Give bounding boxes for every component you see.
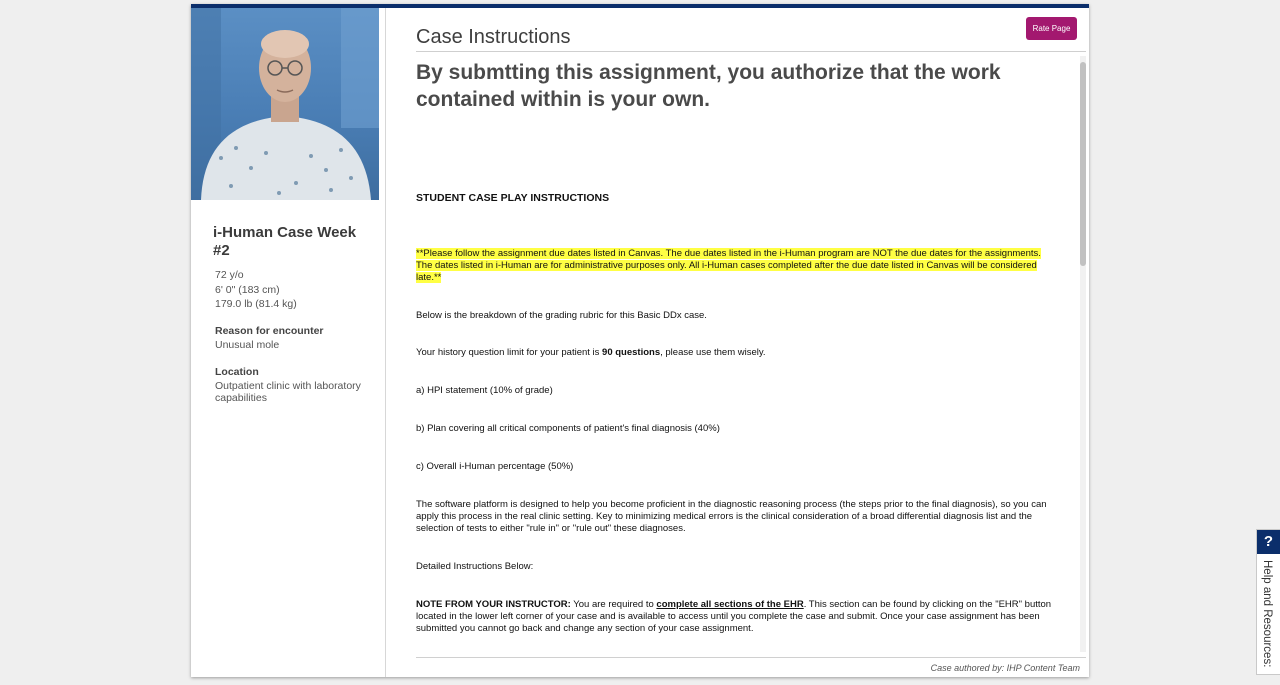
authorization-heading: By submtting this assignment, you authorize that the work contained within is your own. bbox=[416, 61, 1001, 111]
detailed-instructions-label: Detailed Instructions Below: bbox=[416, 561, 534, 572]
question-limit bbox=[416, 347, 1056, 359]
note-pre: You are required to bbox=[570, 599, 657, 610]
note-label: NOTE FROM YOUR INSTRUCTOR: bbox=[416, 599, 571, 610]
instructions-content bbox=[416, 52, 1056, 635]
reason-label: Reason for encounter bbox=[215, 325, 324, 337]
case-title: i-Human Case Week #2 bbox=[213, 224, 357, 259]
limit-count: 90 questions bbox=[602, 347, 661, 358]
page-title: Case Instructions bbox=[416, 26, 571, 48]
limit-suffix: , please use them wisely. bbox=[660, 347, 766, 358]
patient-sidebar bbox=[191, 8, 386, 677]
main-panel bbox=[416, 8, 1076, 677]
patient-height: 6' 0" (183 cm) bbox=[215, 283, 280, 296]
help-resources-tab[interactable] bbox=[1256, 529, 1280, 675]
patient-age: 72 y/o bbox=[215, 269, 244, 281]
rubric-item-a: a) HPI statement (10% of grade) bbox=[416, 385, 553, 396]
location-label: Location bbox=[215, 366, 259, 378]
location-value: Outpatient clinic with laboratory capabilities bbox=[215, 380, 361, 404]
instructions-scroll-area[interactable] bbox=[416, 52, 1076, 652]
patient-avatar bbox=[191, 8, 379, 200]
patient-weight: 179.0 lb (81.4 kg) bbox=[215, 298, 297, 310]
scrollbar-thumb[interactable] bbox=[1080, 62, 1086, 266]
content-scrollbar[interactable] bbox=[1080, 56, 1086, 652]
due-date-highlight: **Please follow the assignment due dates listed in Canvas. The due dates listed in the i-Human program are NOT the due dates for the assignments. The dates listed in i-Human are for administrative purposes only. All i-Human cases completed after the due date listed in Canvas will be considered late.** bbox=[416, 248, 1041, 283]
case-window bbox=[191, 4, 1089, 677]
limit-prefix: Your history question limit for your patient is bbox=[416, 347, 603, 358]
help-question-icon[interactable]: ? bbox=[1257, 530, 1280, 554]
ehr-sections-emphasis: complete all sections of the EHR bbox=[656, 599, 804, 610]
rate-page-button[interactable]: Rate Page bbox=[1026, 17, 1077, 40]
help-resources-label[interactable]: Help and Resources: bbox=[1261, 560, 1273, 668]
rubric-item-c: c) Overall i-Human percentage (50%) bbox=[416, 461, 574, 472]
footer-divider bbox=[416, 657, 1086, 658]
note-post: . This section can be found by clicking on the "EHR" button located in the lower left corner of your case and is available to access until you complete the case and submit. Once your case assignment has been submitted you cannot go back and change any section of your case assignment. bbox=[416, 599, 1052, 634]
instructions-heading: STUDENT CASE PLAY INSTRUCTIONS bbox=[416, 192, 610, 204]
patient-stats bbox=[215, 268, 297, 312]
rubric-item-b: b) Plan covering all critical components of patient's final diagnosis (40%) bbox=[416, 423, 720, 434]
rubric-intro: Below is the breakdown of the grading rubric for this Basic DDx case. bbox=[416, 310, 707, 321]
instructor-note bbox=[416, 599, 1056, 635]
case-author-footer: Case authored by: IHP Content Team bbox=[930, 663, 1080, 673]
due-date-notice bbox=[416, 248, 1056, 284]
reason-value: Unusual mole bbox=[215, 339, 280, 351]
software-paragraph: The software platform is designed to help you become proficient in the diagnostic reasoning process (the steps prior to the final diagnosis), so you can apply this process in the real clinic setting. Key to minimizing medical errors is the clinical consideration of a broad differential diagnosis list and the selection of tests to either "rule in" or "rule out" these diagnoses. bbox=[416, 499, 1047, 534]
